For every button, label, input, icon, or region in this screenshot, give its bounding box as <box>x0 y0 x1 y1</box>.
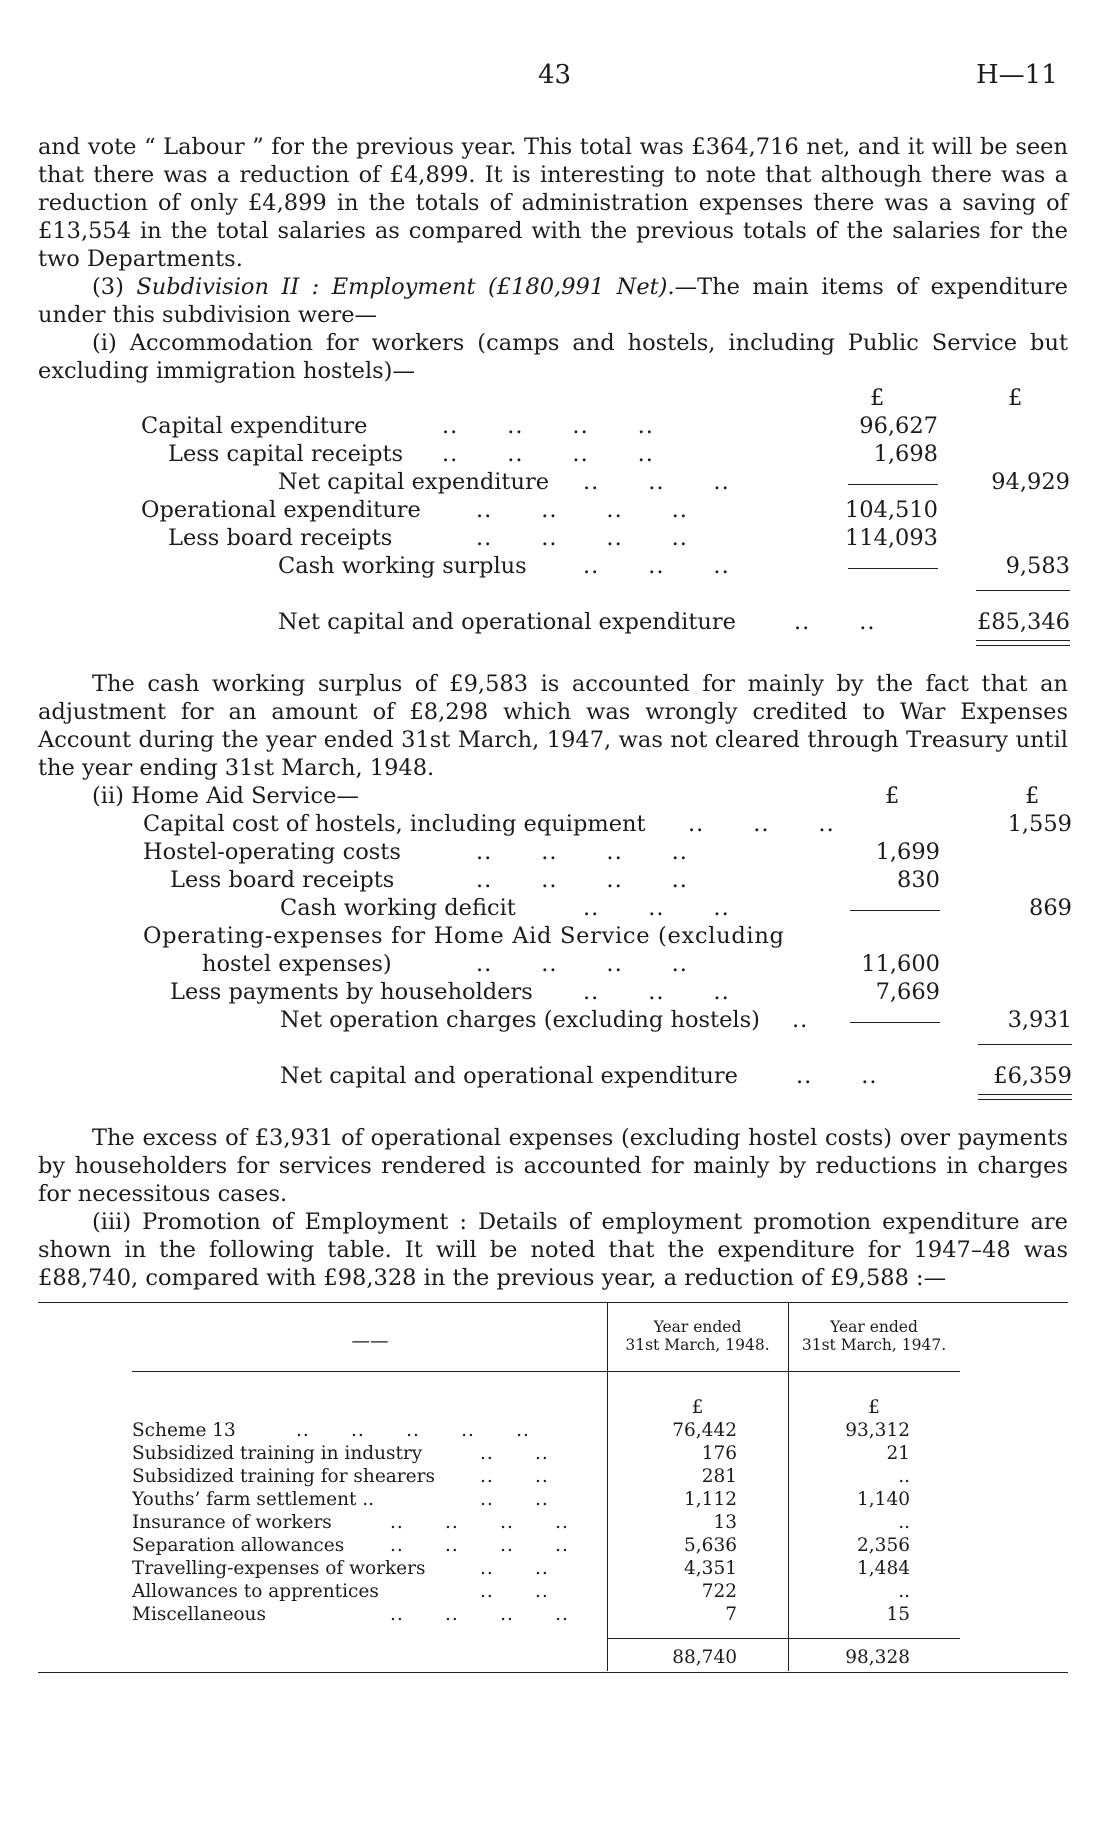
leader-dots: .. .. .. <box>583 469 730 495</box>
table-cell-1948: 4,351 <box>684 1558 737 1579</box>
col-header-1947-line2: 31st March, 1947. <box>801 1336 947 1354</box>
leader-dots: .. .. <box>480 1558 549 1579</box>
accommodation-row-col1: 114,093 <box>844 525 938 551</box>
home-aid-col2-currency: £ <box>1025 783 1040 809</box>
table-total-1947: 98,328 <box>845 1647 910 1668</box>
home-aid-row-col2: 3,931 <box>1007 1007 1072 1033</box>
paragraph-excess-expenses: The excess of £3,931 of operational expenses (excluding hostel costs) over payments by householders for services rendered is accounted for mainly by reductions in charges for necessitous cases. <box>38 1125 1068 1207</box>
totals-top-rule <box>607 1638 960 1639</box>
home-aid-row-label: Hostel-operating costs <box>143 839 401 865</box>
accommodation-row-col1: 104,510 <box>844 497 938 523</box>
table-cell-1947: 2,356 <box>857 1535 910 1556</box>
col-header-1948-line2: 31st March, 1948. <box>625 1336 770 1354</box>
subdivision-title: Subdivision II : Employment (£180,991 Net). <box>136 274 675 300</box>
leader-dots: .. .. .. .. <box>476 951 688 977</box>
table-row-label: Separation allowances <box>132 1535 345 1556</box>
table-cell-1948: 7 <box>725 1604 737 1625</box>
accommodation-row-col2: 9,583 <box>1005 553 1070 579</box>
leader-dots: .. .. <box>796 1063 878 1089</box>
paragraph-accommodation: (i) Accommodation for workers (camps and hostels, including Public Service but excluding immigration hostels)— <box>38 330 1068 384</box>
leader-dots: .. .. .. .. <box>476 525 688 551</box>
accommodation-row-col1: 1,698 <box>873 441 938 467</box>
leader-dots: .. .. .. .. <box>442 413 654 439</box>
leader-dots: .. .. .. <box>583 979 730 1005</box>
leader-dots: .. .. <box>794 609 876 635</box>
home-aid-col1-currency: £ <box>885 783 900 809</box>
table-cell-1947: .. <box>898 1466 910 1487</box>
rule-line <box>978 1044 1072 1045</box>
home-aid-row-col2: 869 <box>1029 895 1072 921</box>
home-aid-row-col1: 830 <box>897 867 940 893</box>
home-aid-row-col1: 1,699 <box>875 839 940 865</box>
table-cell-1948: 13 <box>713 1512 737 1533</box>
leader-dots: .. .. .. .. <box>476 839 688 865</box>
leader-dots: .. .. .. .. <box>476 497 688 523</box>
leader-dots: .. .. .. .. <box>390 1535 569 1556</box>
table-top-rule <box>38 1302 1068 1303</box>
table-cell-1947: .. <box>898 1512 910 1533</box>
rule-line <box>976 590 1070 591</box>
accommodation-row-label: Less board receipts <box>168 525 393 551</box>
table-row-label: Allowances to apprentices <box>132 1581 379 1602</box>
accommodation-row-label: Capital expenditure <box>141 413 368 439</box>
rule-line <box>850 910 940 911</box>
home-aid-heading: (ii) Home Aid Service— <box>92 783 359 809</box>
table-cell-1947: 93,312 <box>845 1420 910 1441</box>
table-bottom-rule <box>38 1672 1068 1673</box>
subdivision-number: (3) <box>92 274 124 300</box>
home-aid-row-col1: 7,669 <box>875 979 940 1005</box>
table-cell-1948: 1,112 <box>684 1489 737 1510</box>
table-row-label: Miscellaneous <box>132 1604 266 1625</box>
double-rule-bottom <box>978 1099 1072 1100</box>
leader-dots: .. .. .. .. <box>476 867 688 893</box>
table-row-label: Scheme 13 <box>132 1420 236 1441</box>
table-row-label: Subsidized training in industry <box>132 1443 423 1464</box>
accommodation-col2-currency: £ <box>1008 385 1023 411</box>
double-rule-top <box>976 640 1070 641</box>
table-cell-1947: 15 <box>886 1604 910 1625</box>
table-cell-1948: 5,636 <box>684 1535 737 1556</box>
stub-header: —— <box>351 1331 389 1352</box>
home-aid-total-value: £6,359 <box>993 1063 1072 1089</box>
paragraph-labour-vote: and vote “ Labour ” for the previous year. This total was £364,716 net, and it will be seen that there was a reduction of £4,899. It is interesting to note that although there was a reduction of only £4,899 in the totals of administration expenses there was a saving of £13,554 in the total salaries as compared with the previous totals of the salaries for the two Departments. <box>38 134 1068 272</box>
leader-dots: .. .. <box>480 1581 549 1602</box>
leader-dots: .. <box>792 1007 809 1033</box>
home-aid-row-label: hostel expenses) <box>202 951 392 977</box>
home-aid-row-label: Less payments by householders <box>170 979 533 1005</box>
leader-dots: .. .. .. .. <box>390 1604 569 1625</box>
rule-line <box>850 1022 940 1023</box>
accommodation-row-label: Operational expenditure <box>141 497 421 523</box>
header-bottom-rule <box>132 1371 960 1372</box>
double-rule-bottom <box>976 645 1070 646</box>
accommodation-row-col2: 94,929 <box>991 469 1070 495</box>
col-header-1948-line1: Year ended <box>653 1318 742 1336</box>
table-cell-1948: 281 <box>701 1466 737 1487</box>
leader-dots: .. .. <box>480 1489 549 1510</box>
accommodation-row-label: Less capital receipts <box>168 441 404 467</box>
leader-dots: .. .. .. .. <box>390 1512 569 1533</box>
accommodation-total-value: £85,346 <box>976 609 1070 635</box>
table-row-label: Youths’ farm settlement .. <box>132 1489 375 1510</box>
home-aid-row-col2: 1,559 <box>1007 811 1072 837</box>
accommodation-row-col1: 96,627 <box>859 413 938 439</box>
subdivision-text: —The main items of expenditure under this subdivision were— <box>38 274 1068 328</box>
leader-dots: .. .. <box>480 1466 549 1487</box>
table-cell-1947: .. <box>898 1581 910 1602</box>
table-row-label: Insurance of workers <box>132 1512 332 1533</box>
currency-1948: £ <box>691 1397 704 1418</box>
accommodation-row-label: Net capital expenditure <box>278 469 550 495</box>
currency-1947: £ <box>868 1397 880 1418</box>
leader-dots: .. .. .. .. <box>442 441 654 467</box>
table-row-label: Subsidized training for shearers <box>132 1466 435 1487</box>
home-aid-row-label: Operating-expenses for Home Aid Service (excluding <box>143 923 785 949</box>
table-cell-1948: 722 <box>701 1581 737 1602</box>
col-header-1947-line1: Year ended <box>830 1318 918 1336</box>
leader-dots: .. .. .. <box>688 811 835 837</box>
accommodation-total-label: Net capital and operational expenditure <box>278 609 736 635</box>
table-cell-1947: 21 <box>886 1443 910 1464</box>
home-aid-row-label: Less board receipts <box>170 867 395 893</box>
rule-line <box>848 568 938 569</box>
rule-line <box>848 484 938 485</box>
table-cell-1948: 76,442 <box>672 1420 737 1441</box>
paragraph-promotion-of-employment: (iii) Promotion of Employment : Details of employment promotion expenditure are shown in the following table. It will be noted that the expenditure for 1947–48 was £88,740, compared with £98,328 in the previous year, a reduction of £9,588 :— <box>38 1209 1068 1291</box>
leader-dots: .. .. .. <box>583 553 730 579</box>
table-row-label: Travelling-expenses of workers <box>132 1558 426 1579</box>
leader-dots: .. .. .. .. .. <box>296 1420 530 1441</box>
home-aid-total-label: Net capital and operational expenditure <box>280 1063 738 1089</box>
leader-dots: .. .. .. <box>583 895 730 921</box>
home-aid-row-label: Capital cost of hostels, including equipment <box>143 811 646 837</box>
table-cell-1947: 1,140 <box>857 1489 910 1510</box>
paragraph-cash-surplus: The cash working surplus of £9,583 is accounted for mainly by the fact that an adjustment for an amount of £8,298 which was wrongly credited to War Expenses Account during the year ended 31st March, 1947, was not cleared through Treasury until the year ending 31st March, 1948. <box>38 671 1068 781</box>
page-number: 43 <box>538 60 572 90</box>
table-cell-1948: 176 <box>701 1443 737 1464</box>
table-total-1948: 88,740 <box>672 1647 737 1668</box>
paragraph-subdivision-ii <box>38 273 1068 329</box>
accommodation-row-label: Cash working surplus <box>278 553 527 579</box>
home-aid-row-col1: 11,600 <box>861 951 940 977</box>
double-rule-top <box>978 1094 1072 1095</box>
document-reference: H—11 <box>976 60 1058 90</box>
home-aid-row-label: Net operation charges (excluding hostels) <box>280 1007 760 1033</box>
accommodation-col1-currency: £ <box>870 385 885 411</box>
table-cell-1947: 1,484 <box>857 1558 910 1579</box>
leader-dots: .. .. <box>480 1443 549 1464</box>
home-aid-row-label: Cash working deficit <box>280 895 516 921</box>
